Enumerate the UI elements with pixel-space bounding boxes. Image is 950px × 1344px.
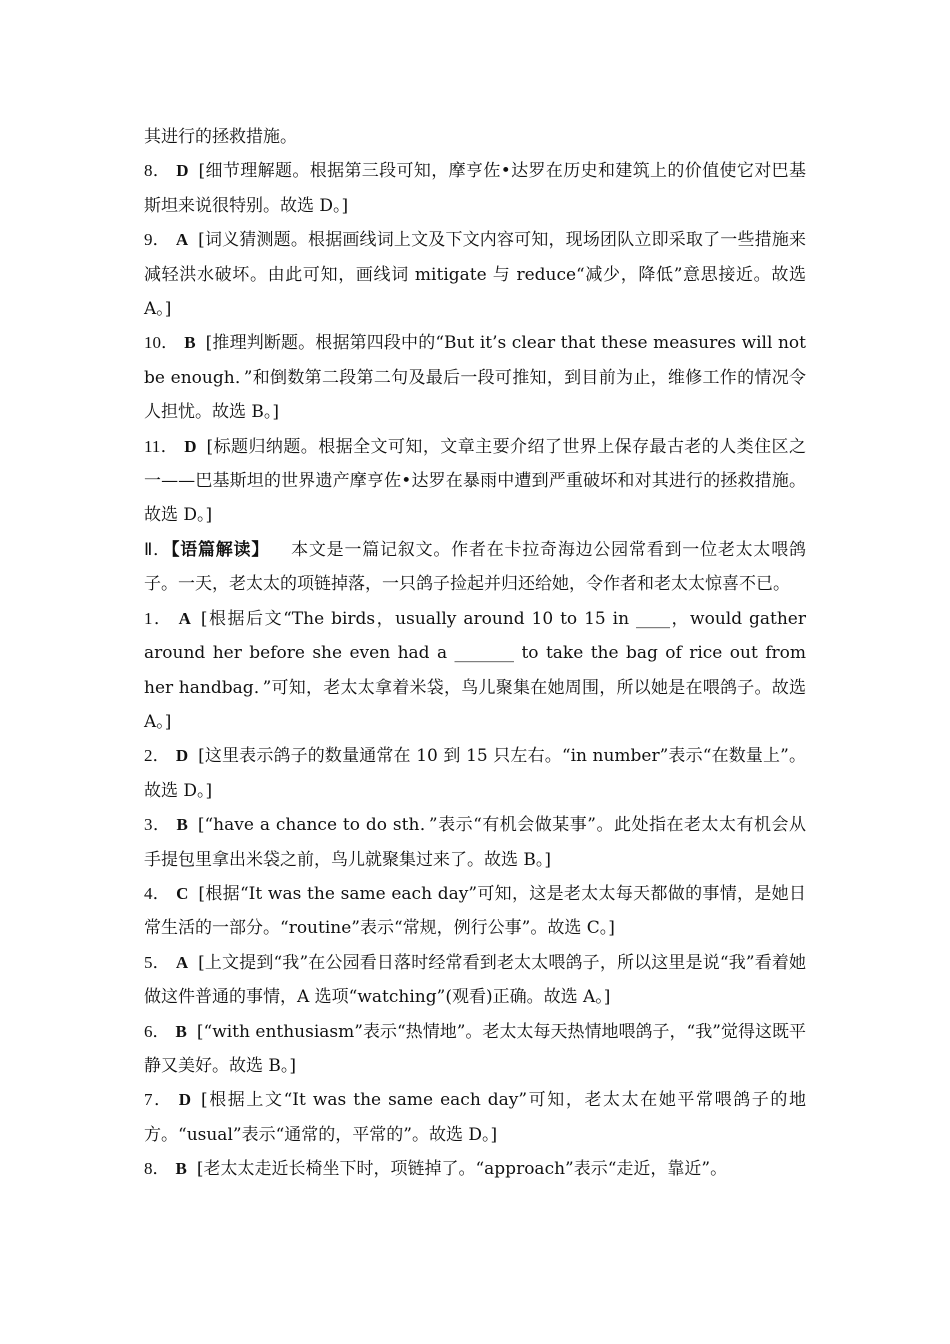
question-number: 6． bbox=[144, 1021, 170, 1041]
explanation-text: [“have a chance to do sth．”表示“有机会做某事”。此处指在老太太有机会从手提包里拿出米袋之前，鸟儿就聚集过来了。故选 B。] bbox=[144, 815, 807, 870]
answer-letter: C bbox=[176, 883, 189, 903]
explanation-text: [“with enthusiasm”表示“热情地”。老太太每天热情地喂鸽子，“我”觉得这既平静又美好。故选 B。] bbox=[144, 1021, 807, 1076]
paragraph-text: 其进行的拯救措施。 bbox=[144, 127, 297, 147]
question-number: 8． bbox=[144, 1159, 170, 1179]
explanation-text: [老太太走近长椅坐下时，项链掉了。“approach”表示“走近，靠近”。 bbox=[196, 1159, 728, 1180]
answer-item-9 bbox=[144, 223, 806, 326]
explanation-text: [根据上文“It was the same each day”可知，老太太在她平常喂鸽子的地方。“usual”表示“通常的，平常的”。故选 D。] bbox=[144, 1090, 807, 1145]
answer-item-ii-1 bbox=[144, 602, 806, 740]
question-number: 1． bbox=[144, 608, 173, 628]
question-number: 4． bbox=[144, 883, 171, 903]
answer-item-ii-5 bbox=[144, 946, 806, 1015]
paragraph-continuation bbox=[144, 120, 806, 154]
answer-explanation-page bbox=[144, 120, 806, 1187]
explanation-text: [推理判断题。根据第四段中的“But it’s clear that these measures will not be enough．”和倒数第二段第二句及最后一段可推知，到目前为止，维修工作的情况令人担忧。故选 B。] bbox=[144, 333, 806, 423]
answer-item-ii-8 bbox=[144, 1152, 806, 1186]
section-number: Ⅱ． bbox=[144, 539, 171, 559]
answer-letter: D bbox=[184, 436, 197, 456]
answer-letter: B bbox=[184, 333, 196, 353]
answer-letter: A bbox=[175, 230, 189, 250]
answer-item-8 bbox=[144, 154, 806, 223]
explanation-text: [标题归纳题。根据全文可知，文章主要介绍了世界上保存最古老的人类住区之一——巴基斯坦的世界遗产摩亨佐•达罗在暴雨中遭到严重破坏和对其进行的拯救措施。故选 D。] bbox=[144, 436, 806, 526]
answer-letter: B bbox=[175, 1159, 187, 1179]
explanation-text: [根据后文“The birds，usually around 10 to 15 in ____，would gather around her before she even had a _______ to take the bag of rice out from her handbag．”可知，老太太拿着米袋，鸟儿聚集在她周围，所以她是在喂鸽子。故选 A。] bbox=[144, 608, 806, 732]
summary-text: 本文是一篇记叙文。作者在卡拉奇海边公园常看到一位老太太喂鸽子。一天，老太太的项链掉落，一只鸽子捡起并归还给她，令作者和老太太惊喜不已。 bbox=[144, 539, 806, 595]
question-number: 7． bbox=[144, 1090, 173, 1110]
explanation-text: [细节理解题。根据第三段可知，摩亨佐•达罗在历史和建筑上的价值使它对巴基斯坦来说很特别。故选 D。] bbox=[144, 161, 806, 216]
answer-item-ii-4 bbox=[144, 877, 806, 946]
answer-item-ii-6 bbox=[144, 1015, 806, 1084]
answer-letter: A bbox=[175, 952, 189, 972]
answer-item-10 bbox=[144, 326, 806, 429]
question-number: 11． bbox=[144, 436, 179, 456]
answer-item-ii-2 bbox=[144, 739, 806, 808]
answer-letter: D bbox=[176, 161, 189, 181]
explanation-text: [词义猜测题。根据画线词上文及下文内容可知，现场团队立即采取了一些措施来减轻洪水破坏。由此可知，画线词 mitigate 与 reduce“减少，降低”意思接近。故选 A。] bbox=[144, 230, 806, 320]
question-number: 2． bbox=[144, 746, 170, 766]
explanation-text: [上文提到“我”在公园看日落时经常看到老太太喂鸽子，所以这里是说“我”看着她做这件普通的事情，A 选项“watching”(观看)正确。故选 A。] bbox=[144, 952, 807, 1008]
question-number: 3． bbox=[144, 815, 171, 835]
answer-letter: B bbox=[176, 815, 188, 835]
section-heading: 【语篇解读】 bbox=[170, 539, 270, 560]
answer-letter: D bbox=[178, 1090, 191, 1110]
answer-letter: A bbox=[178, 608, 191, 628]
question-number: 8． bbox=[144, 161, 171, 181]
explanation-text: [这里表示鸽子的数量通常在 10 到 15 只左右。“in number”表示“在数量上”。故选 D。] bbox=[144, 746, 807, 801]
section-ii-reading-summary bbox=[144, 533, 806, 602]
answer-item-11 bbox=[144, 430, 806, 533]
question-number: 9． bbox=[144, 230, 170, 250]
answer-letter: B bbox=[175, 1021, 187, 1041]
question-number: 10． bbox=[144, 333, 179, 353]
explanation-text: [根据“It was the same each day”可知，这是老太太每天都做的事情，是她日常生活的一部分。“routine”表示“常规，例行公事”。故选 C。] bbox=[144, 883, 806, 939]
answer-letter: D bbox=[175, 746, 189, 766]
answer-item-ii-3 bbox=[144, 808, 806, 877]
question-number: 5． bbox=[144, 952, 170, 972]
answer-item-ii-7 bbox=[144, 1083, 806, 1152]
